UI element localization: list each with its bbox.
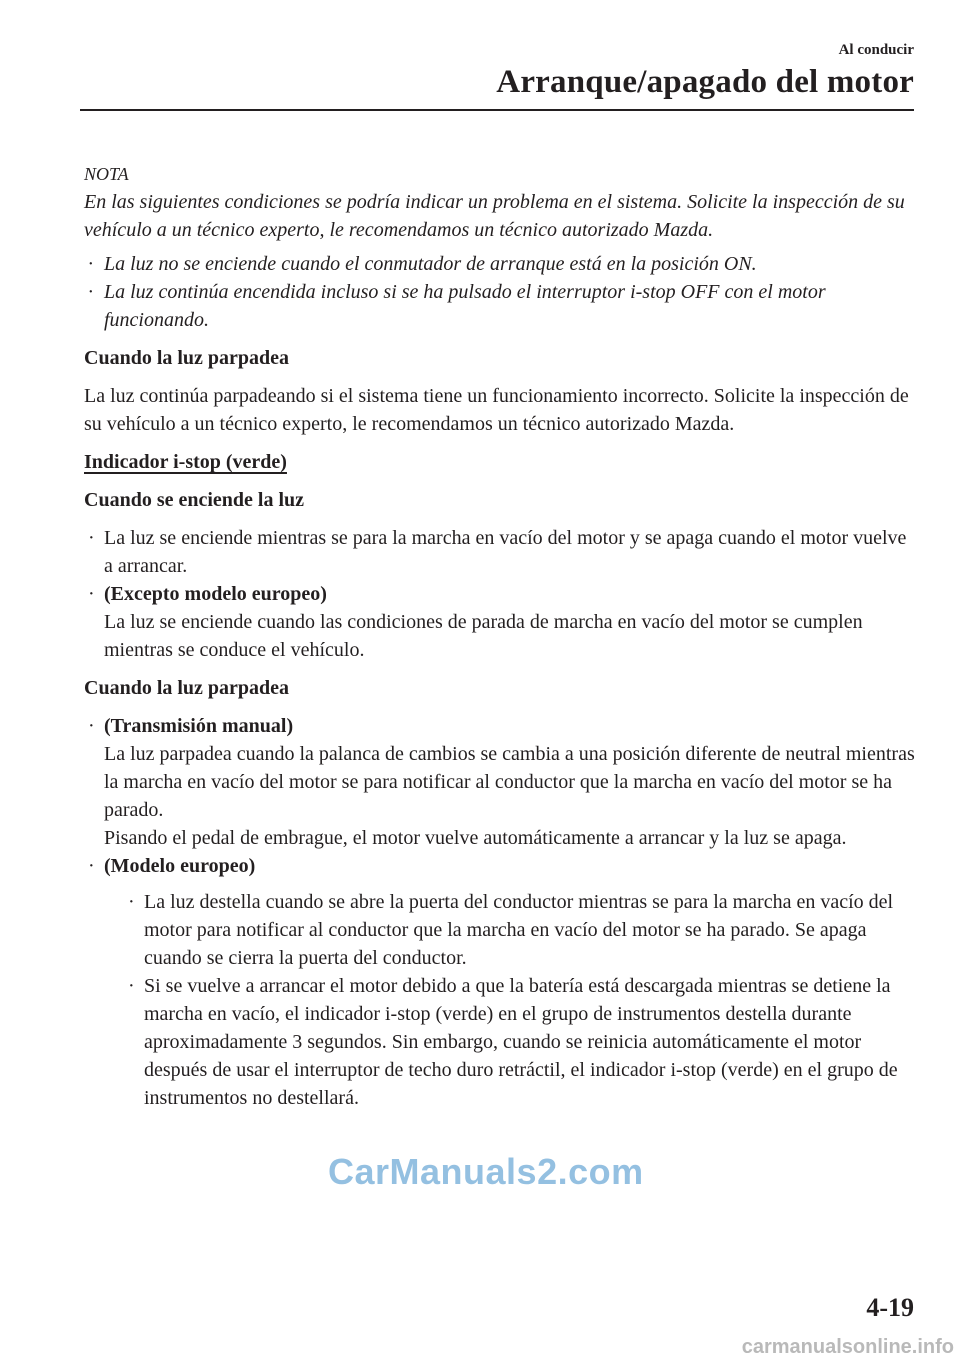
list-item: · La luz destella cuando se abre la puerta del conductor mientras se para la marcha en vacío del motor para notificar al conductor que la marcha en vacío del motor se ha parado. Se apaga cuando se cierra la puerta del conductor. <box>124 888 916 972</box>
bullet-icon: · <box>128 891 135 913</box>
list-item: · La luz se enciende mientras se para la marcha en vacío del motor y se apaga cuando el motor vuelve a arrancar. <box>84 524 916 580</box>
page-number: 4-19 <box>866 1293 914 1322</box>
content <box>84 160 916 1122</box>
indicator-heading: Indicador i-stop (verde) <box>84 451 287 473</box>
note-block <box>84 160 916 334</box>
note-text: En las siguientes condiciones se podría indicar un problema en el sistema. Solicite la inspección de su vehículo a un técnico experto, le recomendamos un técnico autorizado Mazda. <box>84 191 905 241</box>
watermark-footer: carmanualsonline.info <box>741 1336 954 1358</box>
on-bullets <box>84 524 916 664</box>
header-rule <box>80 109 914 111</box>
bullet-icon: · <box>88 583 95 605</box>
bullet-icon: · <box>88 253 93 275</box>
watermark-logo: CarManuals2.com <box>328 1151 644 1192</box>
bullet-icon: · <box>88 715 95 737</box>
bullet-icon: · <box>128 975 135 997</box>
paragraph: La luz continúa parpadeando si el sistema tiene un funcionamiento incorrecto. Solicite la inspección de su vehículo a un técnico experto, le recomendamos un técnico autorizado Mazda. <box>84 385 909 435</box>
bullet-icon: · <box>88 527 95 549</box>
header-section: Al conducir <box>838 42 914 58</box>
list-item: · La luz no se enciende cuando el conmutador de arranque está en la posición ON. <box>84 250 916 278</box>
bullet-icon: · <box>88 855 95 877</box>
blink-bullets <box>84 712 916 1112</box>
list-item: · Si se vuelve a arrancar el motor debido a que la batería está descargada mientras se detiene la marcha en vacío, el indicador i-stop (verde) en el grupo de instrumentos destella durante aproximadamente 3 segundos. Sin embargo, cuando se reinicia automáticamente el motor después de usar el interruptor de techo duro retráctil, el indicador i-stop (verde) en el grupo de instrumentos no destellará. <box>124 972 916 1112</box>
list-item: · (Excepto modelo europeo) La luz se enciende cuando las condiciones de parada de marcha en vacío del motor se cumplen mientras se conduce el vehículo. <box>84 580 916 664</box>
section-heading: Cuando la luz parpadea <box>84 347 290 369</box>
list-item: · (Modelo europeo) · La luz destella cuando se abre la puerta del conductor mientras se para la marcha en vacío del motor para notificar al conductor que la marcha en vacío del motor se ha parado. Se apaga cuando se cierra la puerta del conductor. · Si se vuelve a arrancar el motor debido a que la batería está descargada mientras se detiene la marcha en vacío, el indicador i-stop (verde) en el grupo de instrumentos destella durante aproximadamente 3 segundos. Sin embargo, cuando se reinicia automáticamente el motor después de usar el interruptor de techo duro retráctil, el indicador i-stop (verde) en el grupo de instrumentos no destellará. <box>84 852 916 1112</box>
euro-bullets <box>124 888 916 1112</box>
section-heading: Cuando la luz parpadea <box>84 677 290 699</box>
section-heading: Cuando se enciende la luz <box>84 489 305 511</box>
bullet-icon: · <box>88 281 93 303</box>
note-bullets <box>84 250 916 334</box>
list-item: · (Transmisión manual) La luz parpadea cuando la palanca de cambios se cambia a una posición diferente de neutral mientras la marcha en vacío del motor se para notificar al conductor que la marcha en vacío del motor se ha parado. Pisando el pedal de embrague, el motor vuelve automáticamente a arrancar y la luz se apaga. <box>84 712 916 852</box>
list-item: · La luz continúa encendida incluso si se ha pulsado el interruptor i-stop OFF con el motor funcionando. <box>84 278 916 334</box>
page-title: Arranque/apagado del motor <box>496 64 914 100</box>
note-label: NOTA <box>84 164 129 184</box>
